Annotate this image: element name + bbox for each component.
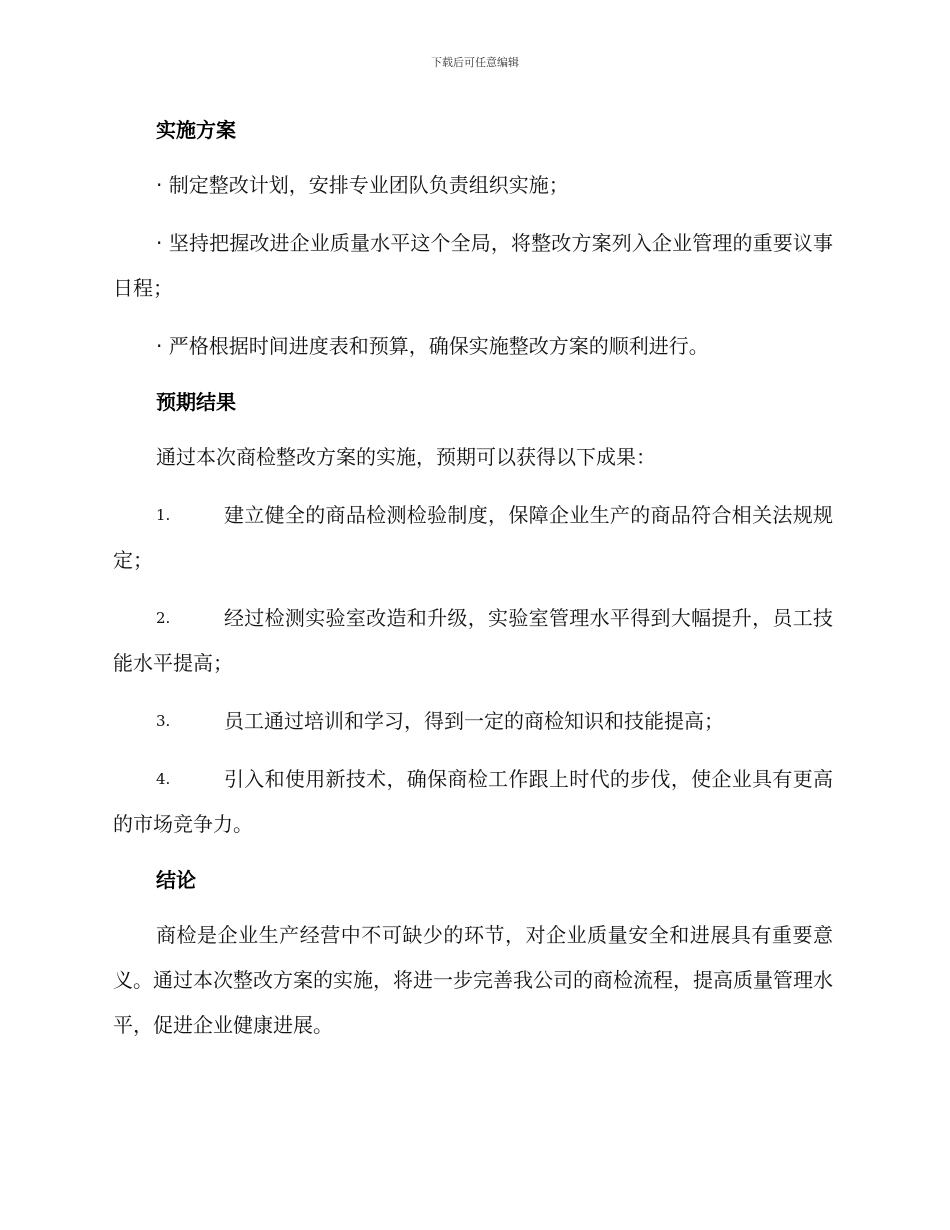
- bullet-item: · 制定整改计划，安排专业团队负责组织实施；: [156, 173, 569, 197]
- document-body: [113, 110, 833, 1048]
- numbered-item: [113, 757, 833, 847]
- header-note: 下载后可任意编辑: [431, 56, 519, 69]
- numbered-item: [113, 596, 833, 686]
- bullet-item: · 坚持把握改进企业质量水平这个全局，将整改方案列入企业管理的重要议事日程；: [113, 231, 833, 300]
- item-number: 2.: [156, 609, 171, 627]
- numbered-item: [113, 699, 833, 744]
- item-number: 1.: [156, 506, 171, 524]
- item-text: 员工通过培训和学习，得到一定的商检知识和技能提高；: [224, 709, 724, 733]
- item-number: 3.: [156, 712, 171, 730]
- section-heading-implementation: 实施方案: [156, 118, 236, 142]
- section-heading-expected-results: 预期结果: [156, 390, 236, 414]
- numbered-item: [113, 493, 833, 583]
- item-text: 经过检测实验室改造和升级，实验室管理水平得到大幅提升，员工技能水平提高；: [113, 606, 833, 675]
- item-number: 4.: [156, 770, 171, 788]
- intro-paragraph: 通过本次商检整改方案的实施，预期可以获得以下成果：: [156, 445, 656, 469]
- item-text: 引入和使用新技术，确保商检工作跟上时代的步伐，使企业具有更高的市场竞争力。: [113, 767, 833, 836]
- item-text: 建立健全的商品检测检验制度，保障企业生产的商品符合相关法规规定；: [113, 503, 833, 572]
- bullet-item: · 严格根据时间进度表和预算，确保实施整改方案的顺利进行。: [156, 334, 709, 358]
- conclusion-paragraph: 商检是企业生产经营中不可缺少的环节，对企业质量安全和进展具有重要意义。通过本次整改方案的实施，将进一步完善我公司的商检流程，提高质量管理水平，促进企业健康进展。: [113, 923, 833, 1037]
- section-heading-conclusion: 结论: [156, 868, 196, 892]
